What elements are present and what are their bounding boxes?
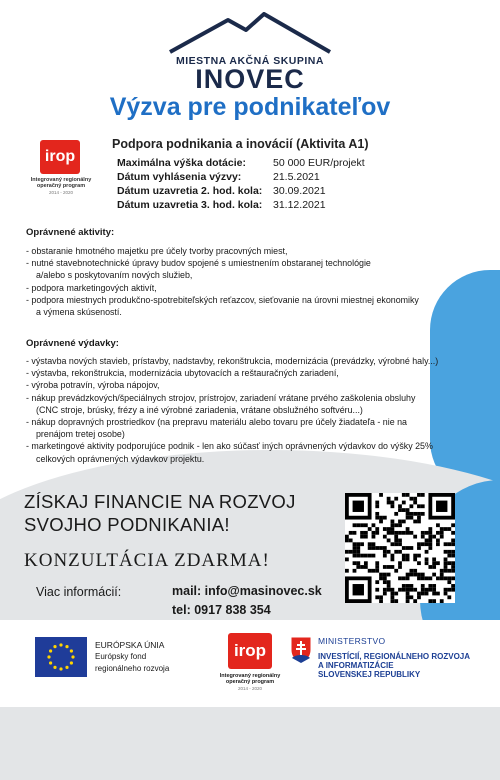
detail-label: Dátum uzavretia 2. hod. kola:: [117, 185, 263, 197]
activities-list: [26, 245, 488, 318]
contact-label: Viac informácií:: [36, 585, 122, 599]
irop-years: 2014 - 2020: [48, 190, 74, 195]
detail-value: 50 000 EUR/projekt: [273, 157, 365, 169]
ministry-label: MINISTERSTVO: [318, 636, 386, 646]
list-item: - nákup dopravných prostriedkov (na prepravu materiálu alebo tovaru pre účely žiadateľa - nie na: [26, 417, 407, 428]
irop-years: 2014 - 2020: [237, 686, 263, 691]
detail-label: Maximálna výška dotácie:: [117, 157, 246, 169]
list-item: prenájom tretej osobe): [36, 429, 125, 440]
slovak-crest-icon: [290, 636, 312, 664]
page-title: Výzva pre podnikateľov: [109, 93, 391, 121]
ministry-line: INVESTÍCIÍ, REGIONÁLNEHO ROZVOJA: [318, 652, 471, 661]
eu-fund-label: regionálneho rozvoja: [95, 664, 170, 673]
list-item: a výmena skúseností.: [36, 307, 122, 318]
list-item: - marketingové aktivity podporujúce podnik - len ako súčasť iných oprávnených výdavkov do výšky 25%: [26, 441, 433, 452]
list-item: a/alebo s poskytovaním nových služieb,: [36, 270, 193, 281]
contact-email[interactable]: mail: info@masinovec.sk: [172, 584, 322, 598]
cta-line: ZÍSKAJ FINANCIE NA ROZVOJ: [24, 491, 296, 512]
detail-row: [117, 171, 320, 183]
list-item: - nákup prevádzkových/špeciálnych strojov, prístrojov, zariadení vrátane prvého zaškolenia obsluhy: [26, 392, 416, 403]
eu-fund-label: Európsky fond: [95, 652, 147, 661]
expenses-list: [26, 355, 488, 465]
eu-flag-icon: [35, 637, 87, 677]
eu-label: EURÓPSKA ÚNIA: [95, 640, 165, 650]
detail-value: 30.09.2021: [273, 185, 326, 197]
list-item: - podpora marketingových aktivít,: [26, 282, 157, 293]
list-item: - výroba potravín, výroba nápojov,: [26, 380, 160, 391]
logo-subtitle: MIESTNA AKČNÁ SKUPINA: [176, 55, 324, 67]
ministry-line: A INFORMATIZÁCIE: [318, 661, 394, 670]
irop-logo: irop: [40, 140, 80, 174]
call-to-action: [24, 490, 296, 536]
detail-value: 21.5.2021: [273, 171, 320, 183]
qr-code-icon[interactable]: [345, 493, 455, 603]
mountain-logo-icon: [168, 12, 332, 54]
irop-caption: Integrovaný regionálny operačný program: [30, 177, 92, 189]
list-item: - výstavba nových stavieb, prístavby, nadstavby, rekonštrukcia, modernizácia (prevádzky, výrobné haly...): [26, 356, 439, 366]
activities-heading: Oprávnené aktivity:: [26, 227, 115, 238]
logo-title: INOVEC: [195, 64, 305, 94]
list-item: - nutné stavebnotechnické úpravy budov spojené s umiestnením obstaranej technológie: [26, 258, 371, 269]
list-item: celkových oprávnených výdavkov projektu.: [36, 453, 205, 464]
detail-label: Dátum uzavretia 3. hod. kola:: [117, 199, 263, 211]
expenses-heading: Oprávnené výdavky:: [26, 338, 119, 349]
detail-row: [117, 157, 365, 169]
cta-line: SVOJHO PODNIKANIA!: [24, 514, 230, 535]
list-item: (CNC stroje, brúsky, frézy a iné výrobné zariadenia, vrátane obslužného softvéru...): [36, 404, 363, 415]
list-item: - obstaranie hmotného majetku pre účely tvorby pracovných miest,: [26, 246, 288, 256]
ministry-name: [318, 652, 470, 679]
detail-label: Dátum vyhlásenia výzvy:: [117, 171, 242, 183]
contact-phone[interactable]: tel: 0917 838 354: [172, 603, 271, 617]
call-subtitle: Podpora podnikania a inovácií (Aktivita A1): [112, 137, 369, 151]
detail-row: [117, 199, 326, 211]
irop-logo-footer: irop: [228, 633, 272, 669]
detail-value: 31.12.2021: [273, 199, 326, 211]
consultation-banner: KONZULTÁCIA ZDARMA!: [24, 550, 270, 571]
ministry-line: SLOVENSKEJ REPUBLIKY: [318, 670, 421, 679]
irop-caption: Integrovaný regionálny operačný program: [219, 673, 281, 685]
detail-row: [117, 185, 326, 197]
list-item: - podpora miestnych produkčno-spotrebiteľských reťazcov, sieťovanie na úrovni miestnej ekonomiky: [26, 294, 419, 305]
list-item: - výstavba, rekonštrukcia, modernizácia ubytovacích a reštauračných zariadení,: [26, 368, 339, 379]
